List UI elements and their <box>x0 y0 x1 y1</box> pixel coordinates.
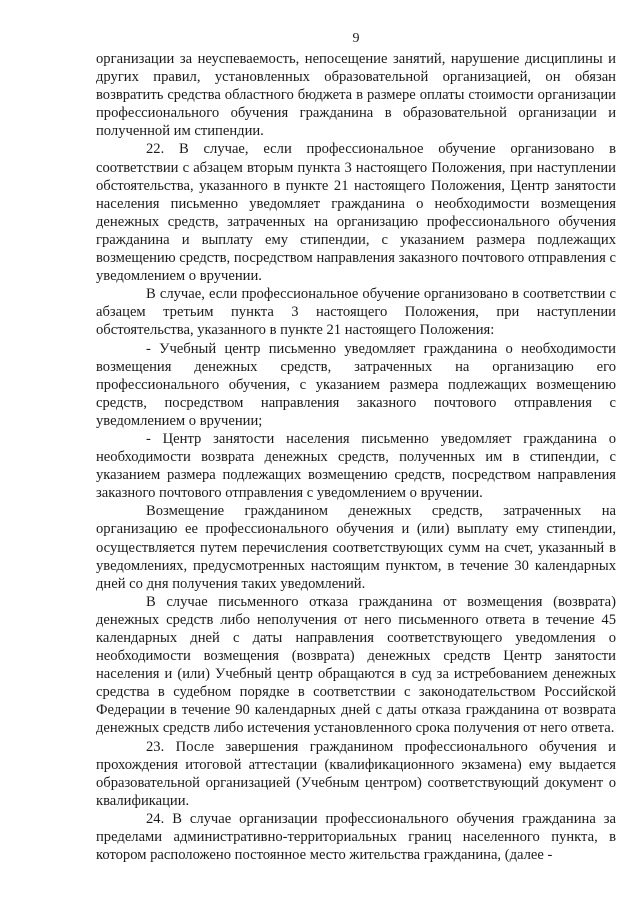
paragraph-continuation: организации за неуспеваемость, непосещение занятий, нарушение дисциплины и других правил, установленных образовательной организацией, он обязан возвратить средства областного бюджета в размере оплаты стоимости организации профессионального обучения гражданина в образовательной организации и полученной им стипендии. <box>96 51 616 140</box>
paragraph-clause-24: 24. В случае организации профессионального обучения гражданина за пределами административно-территориальных границ населенного пункта, в котором расположено постоянное место жительства гражданина, (далее - <box>96 810 616 864</box>
paragraph-case-third-abzac: В случае, если профессиональное обучение организовано в соответствии с абзацем третьим пункта 3 настоящего Положения, при наступлении обстоятельства, указанного в пункте 21 настоящего Положения: <box>96 286 616 339</box>
paragraph-bullet-training-center: - Учебный центр письменно уведомляет гражданина о необходимости возмещения денежных средств, затраченных на организацию его профессионального обучения, с указанием размера подлежащих возмещению средств, посредством направления заказного почтового отправления с уведомлением о вручении; <box>96 340 616 429</box>
paragraph-refusal: В случае письменного отказа гражданина от возмещения (возврата) денежных средств либо неполучения от него письменного ответа в течение 45 календарных дней с даты направления соответствующего уведомления о необходимости возмещения (возврата) денежных средств Центр занятости населения и (или) Учебный центр обращаются в суд за истребованием денежных средства в судебном порядке в соответствии с законодательством Российской Федерации в течение 90 календарных дней с даты отказа гражданина от возврата денежных средств либо истечения установленного срока получения от него ответа. <box>96 593 616 737</box>
paragraph-clause-23: 23. После завершения гражданином профессионального обучения и прохождения итоговой аттестации (квалификационного экзамена) ему выдается образовательной организацией (Учебным центром) соответствующий документ о квалификации. <box>96 738 616 809</box>
paragraph-reimbursement: Возмещение гражданином денежных средств, затраченных на организацию ее профессионального обучения и (или) выплату ему стипендии, осуществляется путем перечисления соответствующих сумм на счет, указанный в уведомлениях, предусмотренных настоящим пунктом, в течение 30 календарных дней со дня получения таких уведомлений. <box>96 503 616 592</box>
paragraph-bullet-employment-center: - Центр занятости населения письменно уведомляет гражданина о необходимости возврата денежных средств, полученных им в стипендии, с указанием размера подлежащих возмещению средств, посредством направления заказного почтового отправления с уведомлением о вручении. <box>96 430 616 502</box>
page-number: 9 <box>352 31 360 46</box>
paragraph-clause-22: 22. В случае, если профессиональное обучение организовано в соответствии с абзацем вторым пункта 3 настоящего Положения, при наступлении обстоятельства, указанного в пункте 21 настоящего Положения, Центр занятости населения письменно уведомляет гражданина о необходимости возмещения денежных средств, затраченных на организацию профессионального обучения гражданина и выплату ему стипендии, с указанием размера подлежащих возмещению средств, посредством направления заказного почтового отправления с уведомлением о вручении. <box>96 141 616 285</box>
document-page <box>96 30 616 864</box>
